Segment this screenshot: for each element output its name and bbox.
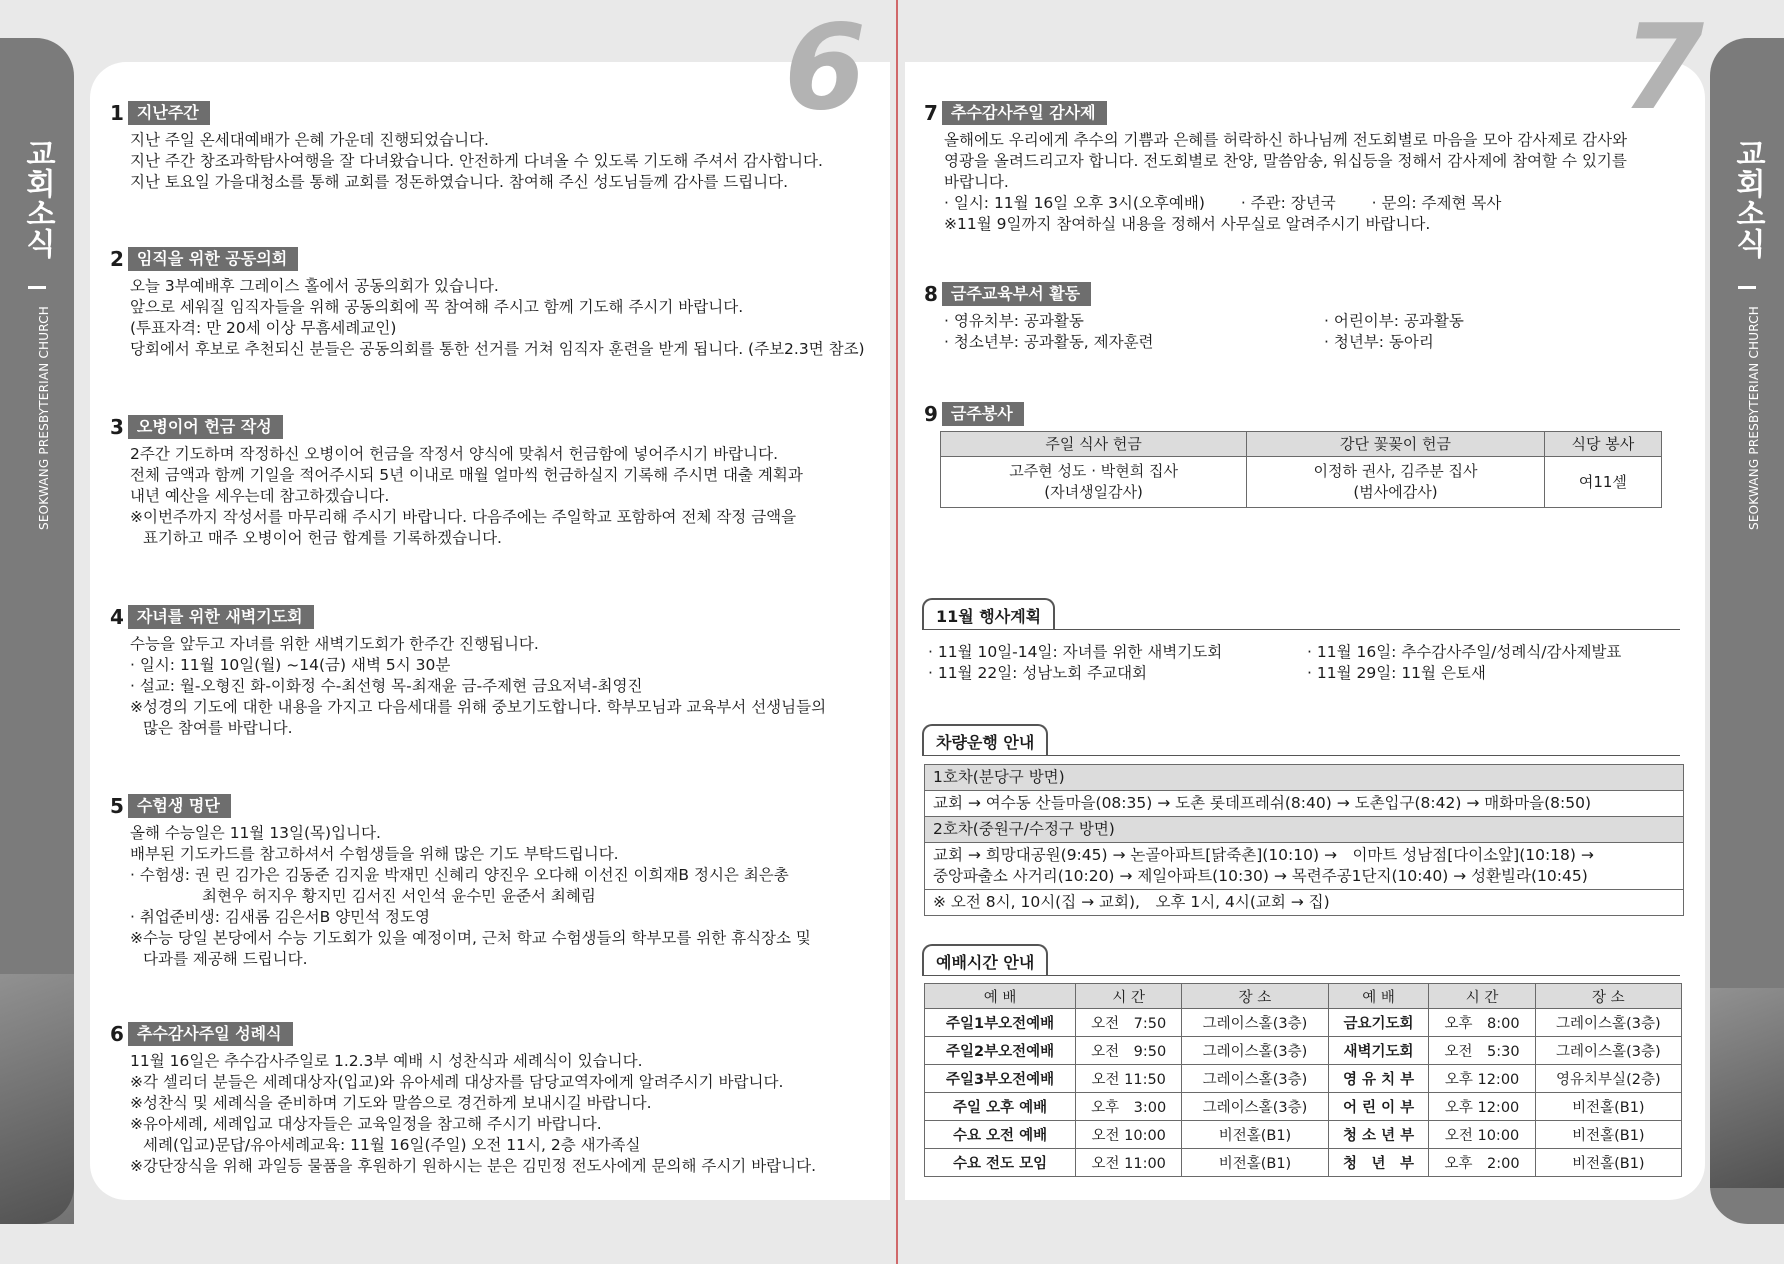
left-side-subtitle: SEOKWANG PRESBYTERIAN CHURCH [37, 306, 51, 530]
table-cell: 그레이스홀(3층) [1182, 1093, 1328, 1121]
text-line: · 취업준비생: 김새롬 김은서B 양민석 정도영 [130, 908, 430, 926]
section-number: 7 [924, 100, 938, 125]
text-line: 앞으로 세워질 임직자들을 위해 공동의회에 꼭 참여해 주시고 함께 기도해 주시기 바랍니다. [130, 298, 744, 316]
table-header-row [925, 984, 1682, 1009]
cell-line: 고주현 성도 · 박현희 집사 [1009, 462, 1178, 480]
section-title: 금주교육부서 활동 [942, 282, 1091, 306]
text-line: · 영유치부: 공과활동 [944, 312, 1084, 330]
section-header [110, 605, 880, 629]
cell-line: (범사에감사) [1353, 483, 1438, 501]
section-9 [924, 402, 1684, 508]
column-header: 강단 꽃꽂이 헌금 [1247, 432, 1545, 457]
text-line: ※성경의 기도에 대한 내용을 가지고 다음세대를 위해 중보기도합니다. 학부모님과 교육부서 선생님들의 [130, 698, 827, 716]
table-row [925, 765, 1684, 791]
table-row [925, 1037, 1682, 1065]
text-line: 영광을 올려드리고자 합니다. 전도회별로 찬양, 말씀암송, 워십등을 정해서 감사제에 참여할 수 있기를 [944, 152, 1627, 170]
section-5 [110, 794, 880, 970]
section-body [110, 634, 880, 739]
table-row [925, 843, 1684, 890]
service-table [940, 431, 1662, 508]
table-cell: 금요기도회 [1328, 1009, 1429, 1037]
table-cell: 주일1부오전예배 [925, 1009, 1076, 1037]
side-divider [1738, 286, 1756, 289]
hands-photo [1710, 988, 1784, 1188]
section-3 [110, 415, 880, 549]
table-header-row [941, 432, 1662, 457]
text-line: 당회에서 후보로 추천되신 분들은 공동의회를 통한 선거를 거쳐 임직자 훈련을 받게 됩니다. (주보2.3면 참조) [130, 340, 865, 358]
text-line: 지난 주간 창조과학탐사여행을 잘 다녀왔습니다. 안전하게 다녀올 수 있도록 기도해 주셔서 감사합니다. [130, 152, 823, 170]
table-cell: 영 유 치 부 [1328, 1065, 1429, 1093]
route-label: 1호차(분당구 방면) [925, 765, 1684, 791]
section-title: 수험생 명단 [128, 794, 231, 818]
column-header: 예 배 [925, 984, 1076, 1009]
table-cell [1247, 457, 1545, 508]
text-line: ※강단장식을 위해 과일등 물품을 후원하기 원하시는 분은 김민정 전도사에게 문의해 주시기 바랍니다. [130, 1157, 817, 1175]
text-line: ※수능 당일 본당에서 수능 기도회가 있을 예정이며, 근처 학교 수험생들의 학부모를 위한 휴식장소 및 [130, 929, 811, 947]
section-number: 9 [924, 401, 938, 426]
section-number: 3 [110, 414, 124, 439]
section-2 [110, 247, 880, 360]
table-cell: 비전홀(B1) [1182, 1121, 1328, 1149]
table-cell: 비전홀(B1) [1535, 1121, 1681, 1149]
section-body [110, 276, 880, 360]
table-cell: 비전홀(B1) [1535, 1149, 1681, 1177]
section-title: 지난주간 [128, 101, 210, 125]
section-body [110, 1051, 880, 1177]
right-side-subtitle: SEOKWANG PRESBYTERIAN CHURCH [1747, 306, 1761, 530]
text-line: 올해 수능일은 11월 13일(목)입니다. [130, 824, 381, 842]
dept-col-2 [1304, 311, 1684, 353]
table-cell: 오전 11:50 [1076, 1065, 1182, 1093]
table-row [925, 1121, 1682, 1149]
table-cell: 주일3부오전예배 [925, 1065, 1076, 1093]
table-cell: 어 린 이 부 [1328, 1093, 1429, 1121]
column-header: 장 소 [1182, 984, 1328, 1009]
text-line: 다과를 제공해 드립니다. [143, 950, 308, 968]
column-header: 식당 봉사 [1544, 432, 1661, 457]
section-body [110, 444, 880, 549]
column-header: 예 배 [1328, 984, 1429, 1009]
table-cell: 수요 오전 예배 [925, 1121, 1076, 1149]
route-stops [925, 843, 1684, 890]
side-title-text: 교회소식 [1730, 138, 1765, 258]
section-body [110, 823, 880, 970]
text-line: ※유아세례, 세례입교 대상자들은 교육일정을 참고해 주시기 바랍니다. [130, 1115, 602, 1133]
text-line: · 청소년부: 공과활동, 제자훈련 [944, 333, 1154, 351]
events-list [928, 642, 1678, 684]
event-item: · 11월 10일-14일: 자녀를 위한 새벽기도회 [928, 643, 1223, 661]
table-cell: 오전 7:50 [1076, 1009, 1182, 1037]
section-number: 2 [110, 246, 124, 271]
events-title: 11월 행사계획 [922, 598, 1055, 629]
table-cell: 오후 2:00 [1429, 1149, 1535, 1177]
section-header [924, 101, 1684, 125]
table-cell: 오전 10:00 [1429, 1121, 1535, 1149]
event-item: · 11월 29일: 11월 은토새 [1307, 664, 1486, 682]
section-number: 4 [110, 604, 124, 629]
section-header [110, 101, 880, 125]
text-line: · 설교: 월-오형진 화-이화정 수-최선형 목-최재윤 금-주제현 금요저녁-최영진 [130, 677, 643, 695]
text-line: · 일시: 11월 10일(월) ~14(금) 새벽 5시 30분 [130, 656, 451, 674]
text-line: (투표자격: 만 20세 이상 무흠세례교인) [130, 319, 397, 337]
column-header: 시 간 [1076, 984, 1182, 1009]
section-body [924, 130, 1684, 235]
text-line: 표기하고 매주 오병이어 헌금 합계를 기록하겠습니다. [143, 529, 502, 547]
event-item: · 11월 22일: 성남노회 주교대회 [928, 664, 1148, 682]
cell-line: 여11셀 [1578, 472, 1627, 491]
text-line: 세례(입교)문답/유아세례교육: 11월 16일(주일) 오전 11시, 2층 새가족실 [143, 1136, 641, 1154]
text-line: 최현우 허지우 황지민 김서진 서인석 윤수민 윤준서 최혜림 [202, 887, 596, 905]
text-line: 오늘 3부예배후 그레이스 홀에서 공동의회가 있습니다. [130, 277, 499, 295]
table-cell: 주일 오후 예배 [925, 1093, 1076, 1121]
hands-soil-photo [0, 974, 74, 1224]
section-title: 추수감사주일 감사제 [942, 101, 1107, 125]
route-stops: 교회 → 여수동 산들마을(08:35) → 도촌 롯데프레쉬(8:40) → 도촌입구(8:42) → 매화마을(8:50) [925, 791, 1684, 817]
text-line: 바랍니다. [944, 173, 1009, 191]
route-line: 교회 → 희망대공원(9:45) → 논골아파트[닭죽촌](10:10) → 이마트 성남점[다이소앞](10:18) → [933, 846, 1594, 864]
text-line: ※11월 9일까지 참여하실 내용을 정해서 사무실로 알려주시기 바랍니다. [944, 215, 1431, 233]
table-cell: 오후 8:00 [1429, 1009, 1535, 1037]
table-cell [941, 457, 1247, 508]
column-header: 장 소 [1535, 984, 1681, 1009]
table-cell: 오후 3:00 [1076, 1093, 1182, 1121]
text-line: ※이번주까지 작성서를 마무리해 주시기 바랍니다. 다음주에는 주일학교 포함하여 전체 작정 금액을 [130, 508, 797, 526]
section-number: 8 [924, 281, 938, 306]
cell-line: 이정하 권사, 김주분 집사 [1313, 462, 1478, 480]
route-note: ※ 오전 8시, 10시(집 → 교회), 오후 1시, 4시(교회 → 집) [925, 890, 1684, 916]
table-row [925, 1093, 1682, 1121]
table-row [925, 791, 1684, 817]
text-line: 11월 16일은 추수감사주일로 1.2.3부 예배 시 성찬식과 세례식이 있습니다. [130, 1052, 643, 1070]
section-6 [110, 1022, 880, 1177]
table-cell: 주일2부오전예배 [925, 1037, 1076, 1065]
route-line: 중앙파출소 사거리(10:20) → 제일아파트(10:30) → 목련주공1단지(10:40) → 성환빌라(10:45) [933, 867, 1588, 885]
table-cell: 오전 9:50 [1076, 1037, 1182, 1065]
right-side-tab [1710, 38, 1784, 1224]
text-line: 수능을 앞두고 자녀를 위한 새벽기도회가 한주간 진행됩니다. [130, 635, 539, 653]
table-cell: 그레이스홀(3층) [1182, 1065, 1328, 1093]
table-row [925, 1065, 1682, 1093]
table-row [925, 817, 1684, 843]
table-cell: 새벽기도회 [1328, 1037, 1429, 1065]
worship-title: 예배시간 안내 [922, 944, 1048, 975]
section-7 [924, 101, 1684, 235]
events-col-2 [1299, 642, 1678, 684]
left-side-title [0, 138, 74, 268]
text-line: 올해에도 우리에게 추수의 기쁨과 은혜를 허락하신 하나님께 전도회별로 마음을 모아 감사제로 감사와 [944, 131, 1628, 149]
text-line: 내년 예산을 세우는데 참고하겠습니다. [130, 487, 390, 505]
section-number: 6 [110, 1021, 124, 1046]
table-cell: 오전 11:00 [1076, 1149, 1182, 1177]
text-line: 2주간 기도하며 작정하신 오병이어 헌금을 작정서 양식에 맞춰서 헌금함에 넣어주시기 바랍니다. [130, 445, 779, 463]
table-cell: 청 소 년 부 [1328, 1121, 1429, 1149]
table-cell: 수요 전도 모임 [925, 1149, 1076, 1177]
table-cell [1544, 457, 1661, 508]
events-col-1 [928, 642, 1299, 684]
bus-table [924, 764, 1684, 916]
table-cell: 오후 12:00 [1429, 1093, 1535, 1121]
table-row [925, 1009, 1682, 1037]
right-side-title [1710, 138, 1784, 268]
table-cell: 비전홀(B1) [1535, 1093, 1681, 1121]
table-cell: 영유치부실(2층) [1535, 1065, 1681, 1093]
section-body [110, 130, 880, 193]
section-4 [110, 605, 880, 739]
table-cell: 그레이스홀(3층) [1535, 1009, 1681, 1037]
section-header [924, 402, 1684, 426]
section-header [110, 415, 880, 439]
worship-rule [922, 975, 1680, 976]
cell-line: (자녀생일감사) [1044, 483, 1143, 501]
table-cell: 오후 12:00 [1429, 1065, 1535, 1093]
text-line: · 어린이부: 공과활동 [1324, 312, 1464, 330]
page-number-right: 7 [1622, 0, 1705, 136]
section-8 [924, 282, 1684, 353]
section-title: 자녀를 위한 새벽기도회 [128, 605, 314, 629]
section-body [924, 311, 1684, 353]
section-title: 임직을 위한 공동의회 [128, 247, 298, 271]
section-header [110, 1022, 880, 1046]
dept-col-1 [944, 311, 1304, 353]
table-cell: 청 년 부 [1328, 1149, 1429, 1177]
column-header: 주일 식사 헌금 [941, 432, 1247, 457]
section-header [110, 247, 880, 271]
section-header [110, 794, 880, 818]
section-title: 오병이어 헌금 작성 [128, 415, 283, 439]
table-row [925, 1149, 1682, 1177]
text-line: 전체 금액과 함께 기일을 적어주시되 5년 이내로 매월 얼마씩 헌금하실지 기록해 주시면 대출 계획과 [130, 466, 803, 484]
section-title: 추수감사주일 성례식 [128, 1022, 293, 1046]
bus-title: 차량운행 안내 [922, 724, 1048, 755]
section-number: 1 [110, 100, 124, 125]
event-item: · 11월 16일: 추수감사주일/성례식/감사제발표 [1307, 643, 1622, 661]
table-cell: 그레이스홀(3층) [1182, 1037, 1328, 1065]
table-cell: 오전 10:00 [1076, 1121, 1182, 1149]
events-rule [922, 629, 1680, 630]
bus-rule [922, 755, 1680, 756]
table-cell: 오전 5:30 [1429, 1037, 1535, 1065]
side-divider [28, 286, 46, 289]
section-1 [110, 101, 880, 193]
page-fold [896, 0, 898, 1264]
text-line: ※성찬식 및 세례식을 준비하며 기도와 말씀으로 경건하게 보내시길 바랍니다. [130, 1094, 652, 1112]
section-title: 금주봉사 [942, 402, 1024, 426]
side-title-text: 교회소식 [20, 138, 55, 258]
column-header: 시 간 [1429, 984, 1535, 1009]
table-cell: 그레이스홀(3층) [1535, 1037, 1681, 1065]
text-line: ※각 셀리더 분들은 세례대상자(입교)와 유아세례 대상자를 담당교역자에게 알려주시기 바랍니다. [130, 1073, 784, 1091]
text-line: · 수험생: 권 린 김가은 김동준 김지윤 박재민 신혜리 양진우 오다해 이선진 이희재B 정시은 최은총 [130, 866, 789, 884]
text-line: 지난 주일 온세대예배가 은혜 가운데 진행되었습니다. [130, 131, 489, 149]
text-line: · 청년부: 동아리 [1324, 333, 1434, 351]
table-row [925, 890, 1684, 916]
left-side-tab [0, 38, 74, 1224]
section-number: 5 [110, 793, 124, 818]
table-cell: 그레이스홀(3층) [1182, 1009, 1328, 1037]
text-line: 지난 토요일 가을대청소를 통해 교회를 정돈하였습니다. 참여해 주신 성도님들께 감사를 드립니다. [130, 173, 789, 191]
table-row [941, 457, 1662, 508]
text-line: · 일시: 11월 16일 오후 3시(오후예배) · 주관: 장년국 · 문의: 주제현 목사 [944, 194, 1502, 212]
worship-table [924, 983, 1682, 1177]
text-line: 많은 참여를 바랍니다. [143, 719, 293, 737]
route-label: 2호차(중원구/수정구 방면) [925, 817, 1684, 843]
section-header [924, 282, 1684, 306]
table-cell: 비전홀(B1) [1182, 1149, 1328, 1177]
page-number-left: 6 [784, 0, 867, 136]
text-line: 배부된 기도카드를 참고하셔서 수험생들을 위해 많은 기도 부탁드립니다. [130, 845, 619, 863]
